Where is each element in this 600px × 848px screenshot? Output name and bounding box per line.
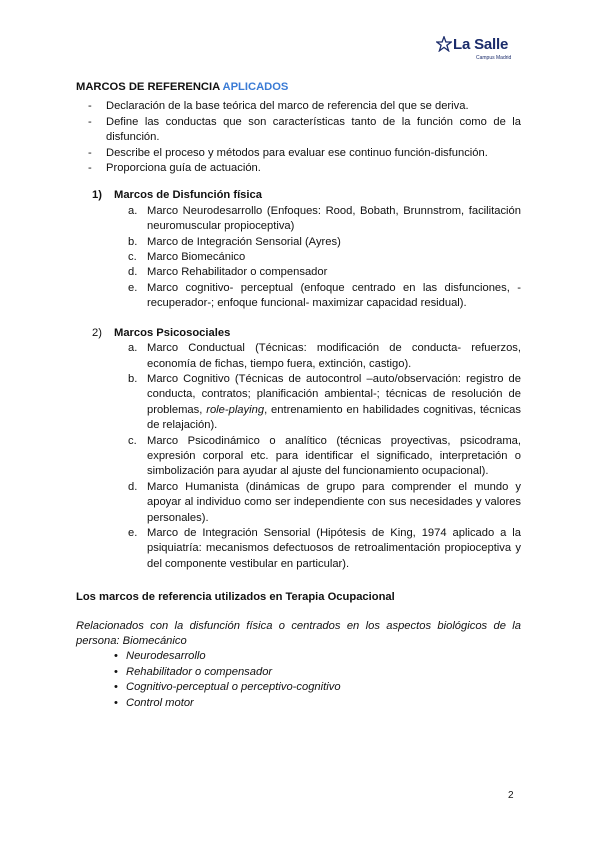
list-item: • Cognitivo-perceptual o perceptivo-cognitivo bbox=[116, 680, 521, 695]
item-letter: b. bbox=[128, 372, 138, 385]
page-title bbox=[76, 80, 521, 95]
title-accent: APLICADOS bbox=[222, 81, 289, 93]
item-text-emphasis: role-playing bbox=[206, 403, 265, 416]
section-heading bbox=[92, 326, 521, 341]
list-item bbox=[128, 480, 521, 526]
logo-brand: La Salle bbox=[453, 36, 509, 53]
item-text: Marco Humanista (dinámicas de grupo para comprender el mundo y apoyar al individuo como ser independiente con sus necesidades y valores personales). bbox=[147, 480, 521, 524]
page-number: 2 bbox=[508, 790, 514, 801]
list-item bbox=[128, 341, 521, 372]
list-item: • Rehabilitador o compensador bbox=[116, 665, 521, 680]
item-letter: e. bbox=[128, 281, 138, 294]
star-icon bbox=[436, 36, 452, 52]
list-item bbox=[128, 281, 521, 312]
section-heading-2: Los marcos de referencia utilizados en Terapia Ocupacional bbox=[76, 591, 395, 604]
list-item bbox=[128, 526, 521, 572]
list-item: • Neurodesarrollo bbox=[116, 649, 521, 664]
item-letter: d. bbox=[128, 266, 138, 279]
section-number: 1) bbox=[92, 189, 102, 202]
list-item bbox=[128, 372, 521, 434]
italic-intro: Relacionados con la disfunción física o centrados en los aspectos biológicos de la persona: Biomecánico bbox=[76, 619, 521, 647]
section-title: Marcos Psicosociales bbox=[114, 326, 231, 339]
list-item: - Describe el proceso y métodos para evaluar ese continuo función-disfunción. bbox=[76, 146, 521, 161]
list-item bbox=[128, 250, 521, 265]
item-letter: e. bbox=[128, 526, 138, 539]
la-salle-logo bbox=[436, 34, 536, 68]
item-letter: c. bbox=[128, 434, 137, 447]
title-main: MARCOS DE REFERENCIA bbox=[76, 81, 220, 93]
item-text: Marco Rehabilitador o compensador bbox=[147, 266, 328, 279]
item-letter: b. bbox=[128, 235, 138, 248]
section-heading bbox=[92, 188, 521, 203]
section-list bbox=[98, 341, 521, 572]
section-list bbox=[98, 204, 521, 312]
intro-list bbox=[76, 99, 521, 176]
item-text-post: , entrenamiento en habilidades cognitivas, técnicas de relajación). bbox=[147, 403, 521, 432]
list-item bbox=[128, 434, 521, 480]
section-number: 2) bbox=[92, 326, 102, 339]
bullet-list bbox=[76, 649, 521, 711]
item-text: Marco de Integración Sensorial (Hipótesis de King, 1974 aplicado a la psiquiatría: mecanismos defectuosos de retroalimentación propioceptiva y del componente vestibular en particular). bbox=[147, 526, 521, 570]
list-item: - Declaración de la base teórica del marco de referencia del que se deriva. bbox=[76, 99, 521, 114]
section-psychosocial bbox=[76, 326, 521, 573]
item-letter: a. bbox=[128, 204, 138, 217]
list-item bbox=[128, 265, 521, 280]
list-item: - Define las conductas que son características tanto de la función como de la disfunción. bbox=[76, 115, 521, 146]
item-letter: d. bbox=[128, 480, 138, 493]
document-body bbox=[76, 80, 521, 711]
section-title: Marcos de Disfunción física bbox=[114, 189, 262, 202]
item-text: Marco cognitivo- perceptual (enfoque centrado en las disfunciones, - recuperador-; enfoque funcional- maximizar capacidad residual). bbox=[147, 281, 521, 310]
list-item bbox=[128, 235, 521, 250]
item-letter: c. bbox=[128, 251, 137, 264]
list-item: - Proporciona guía de actuación. bbox=[76, 161, 521, 176]
item-text-pre: Marco Cognitivo (Técnicas de autocontrol –auto/observación: registro de conducta, contratos; planificación ambiental-; técnicas de resolución de problemas, bbox=[147, 372, 521, 416]
logo-subtitle: Campus Madrid bbox=[476, 55, 512, 61]
item-letter: a. bbox=[128, 342, 138, 355]
list-item bbox=[128, 204, 521, 235]
list-item: • Control motor bbox=[116, 696, 521, 711]
item-text: Marco Biomecánico bbox=[147, 251, 246, 264]
item-text: Marco Conductual (Técnicas: modificación de conducta- refuerzos, economía de fichas, tiempo fuera, extinción, castigo). bbox=[147, 342, 521, 370]
section-physical-dysfunction bbox=[76, 188, 521, 311]
item-text: Marco Neurodesarrollo (Enfoques: Rood, Bobath, Brunnstrom, facilitación neuromuscular propioceptiva) bbox=[147, 204, 521, 233]
item-text: Marco de Integración Sensorial (Ayres) bbox=[147, 235, 341, 248]
item-text: Marco Psicodinámico o analítico (técnicas proyectivas, psicodrama, expresión corporal etc. para identificar el significado, interpretación o simbolización para ayudar al ajuste del funcionamiento ocupacional). bbox=[147, 434, 521, 478]
